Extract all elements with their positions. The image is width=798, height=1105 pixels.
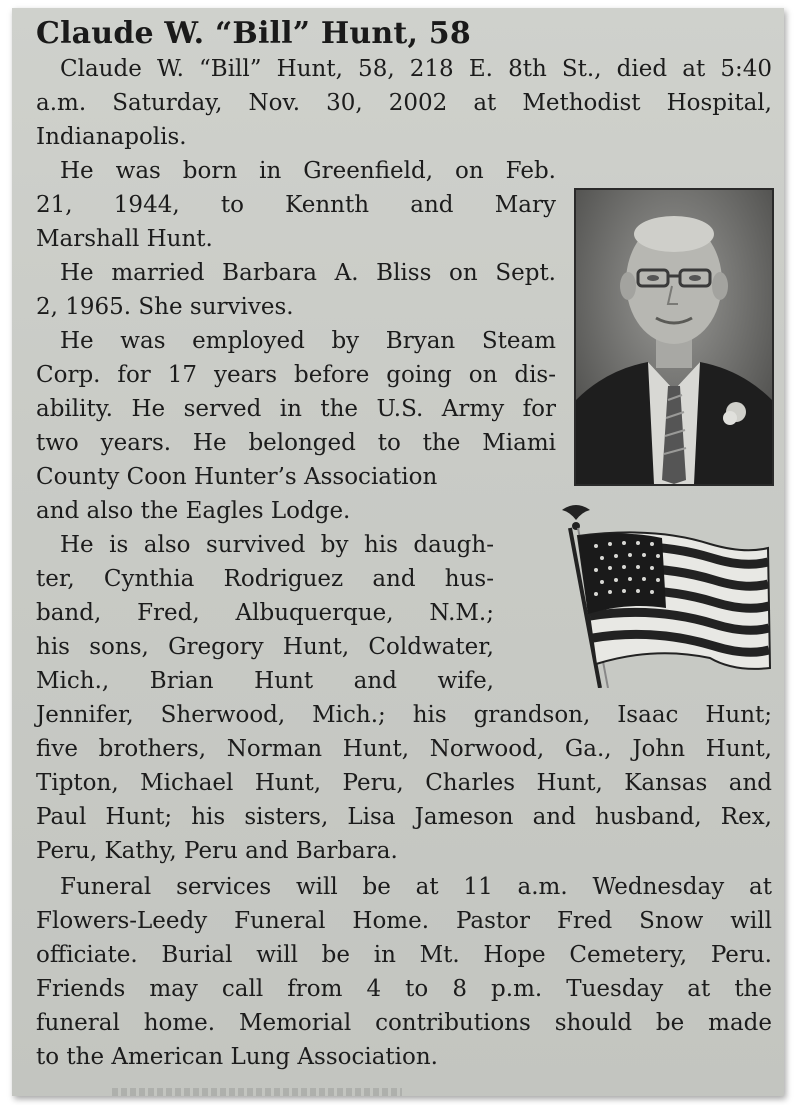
body-line: five brothers, Norman Hunt, Norwood, Ga., John Hunt,: [36, 736, 772, 762]
body-line: Flowers-Leedy Funeral Home. Pastor Fred Snow will: [36, 908, 772, 934]
body-line: ter, Cynthia Rodriguez and hus-: [36, 566, 494, 592]
portrait-illustration: [576, 190, 772, 484]
body-line: ability. He served in the U.S. Army for: [36, 396, 556, 422]
body-line: Paul Hunt; his sisters, Lisa Jameson and husband, Rex,: [36, 804, 772, 830]
body-line: He was born in Greenfield, on Feb.: [60, 158, 556, 184]
body-line: Funeral services will be at 11 a.m. Wednesday at: [60, 874, 772, 900]
body-line: 21, 1944, to Kennth and Mary: [36, 192, 556, 218]
body-line: He married Barbara A. Bliss on Sept.: [60, 260, 556, 286]
body-line: a.m. Saturday, Nov. 30, 2002 at Methodist Hospital,: [36, 90, 772, 116]
body-line: his sons, Gregory Hunt, Coldwater,: [36, 634, 494, 660]
body-line: Jennifer, Sherwood, Mich.; his grandson, Isaac Hunt;: [36, 702, 772, 728]
body-line: Claude W. “Bill” Hunt, 58, 218 E. 8th St., died at 5:40: [60, 56, 772, 82]
body-line: and also the Eagles Lodge.: [36, 498, 351, 524]
body-line: funeral home. Memorial contributions should be made: [36, 1010, 772, 1036]
body-line: Friends may call from 4 to 8 p.m. Tuesday at the: [36, 976, 772, 1002]
american-flag-illustration: [534, 498, 774, 688]
newspaper-clipping: [12, 8, 784, 1096]
body-line: two years. He belonged to the Miami: [36, 430, 556, 456]
body-line: officiate. Burial will be in Mt. Hope Cemetery, Peru.: [36, 942, 772, 968]
body-line: band, Fred, Albuquerque, N.M.;: [36, 600, 494, 626]
body-line: He was employed by Bryan Steam: [60, 328, 556, 354]
body-line: 2, 1965. She survives.: [36, 294, 294, 320]
body-line: Marshall Hunt.: [36, 226, 213, 252]
body-line: Mich., Brian Hunt and wife,: [36, 668, 494, 694]
body-line: Indianapolis.: [36, 124, 187, 150]
body-line: County Coon Hunter’s Association: [36, 464, 438, 490]
body-line: Peru, Kathy, Peru and Barbara.: [36, 838, 398, 864]
bleed-through-text: [112, 1088, 402, 1096]
body-line: Tipton, Michael Hunt, Peru, Charles Hunt, Kansas and: [36, 770, 772, 796]
portrait-photo: [574, 188, 774, 486]
body-line: to the American Lung Association.: [36, 1044, 438, 1070]
body-line: Corp. for 17 years before going on dis-: [36, 362, 556, 388]
obituary-title: Claude W. “Bill” Hunt, 58: [36, 16, 471, 51]
body-line: He is also survived by his daugh-: [60, 532, 494, 558]
